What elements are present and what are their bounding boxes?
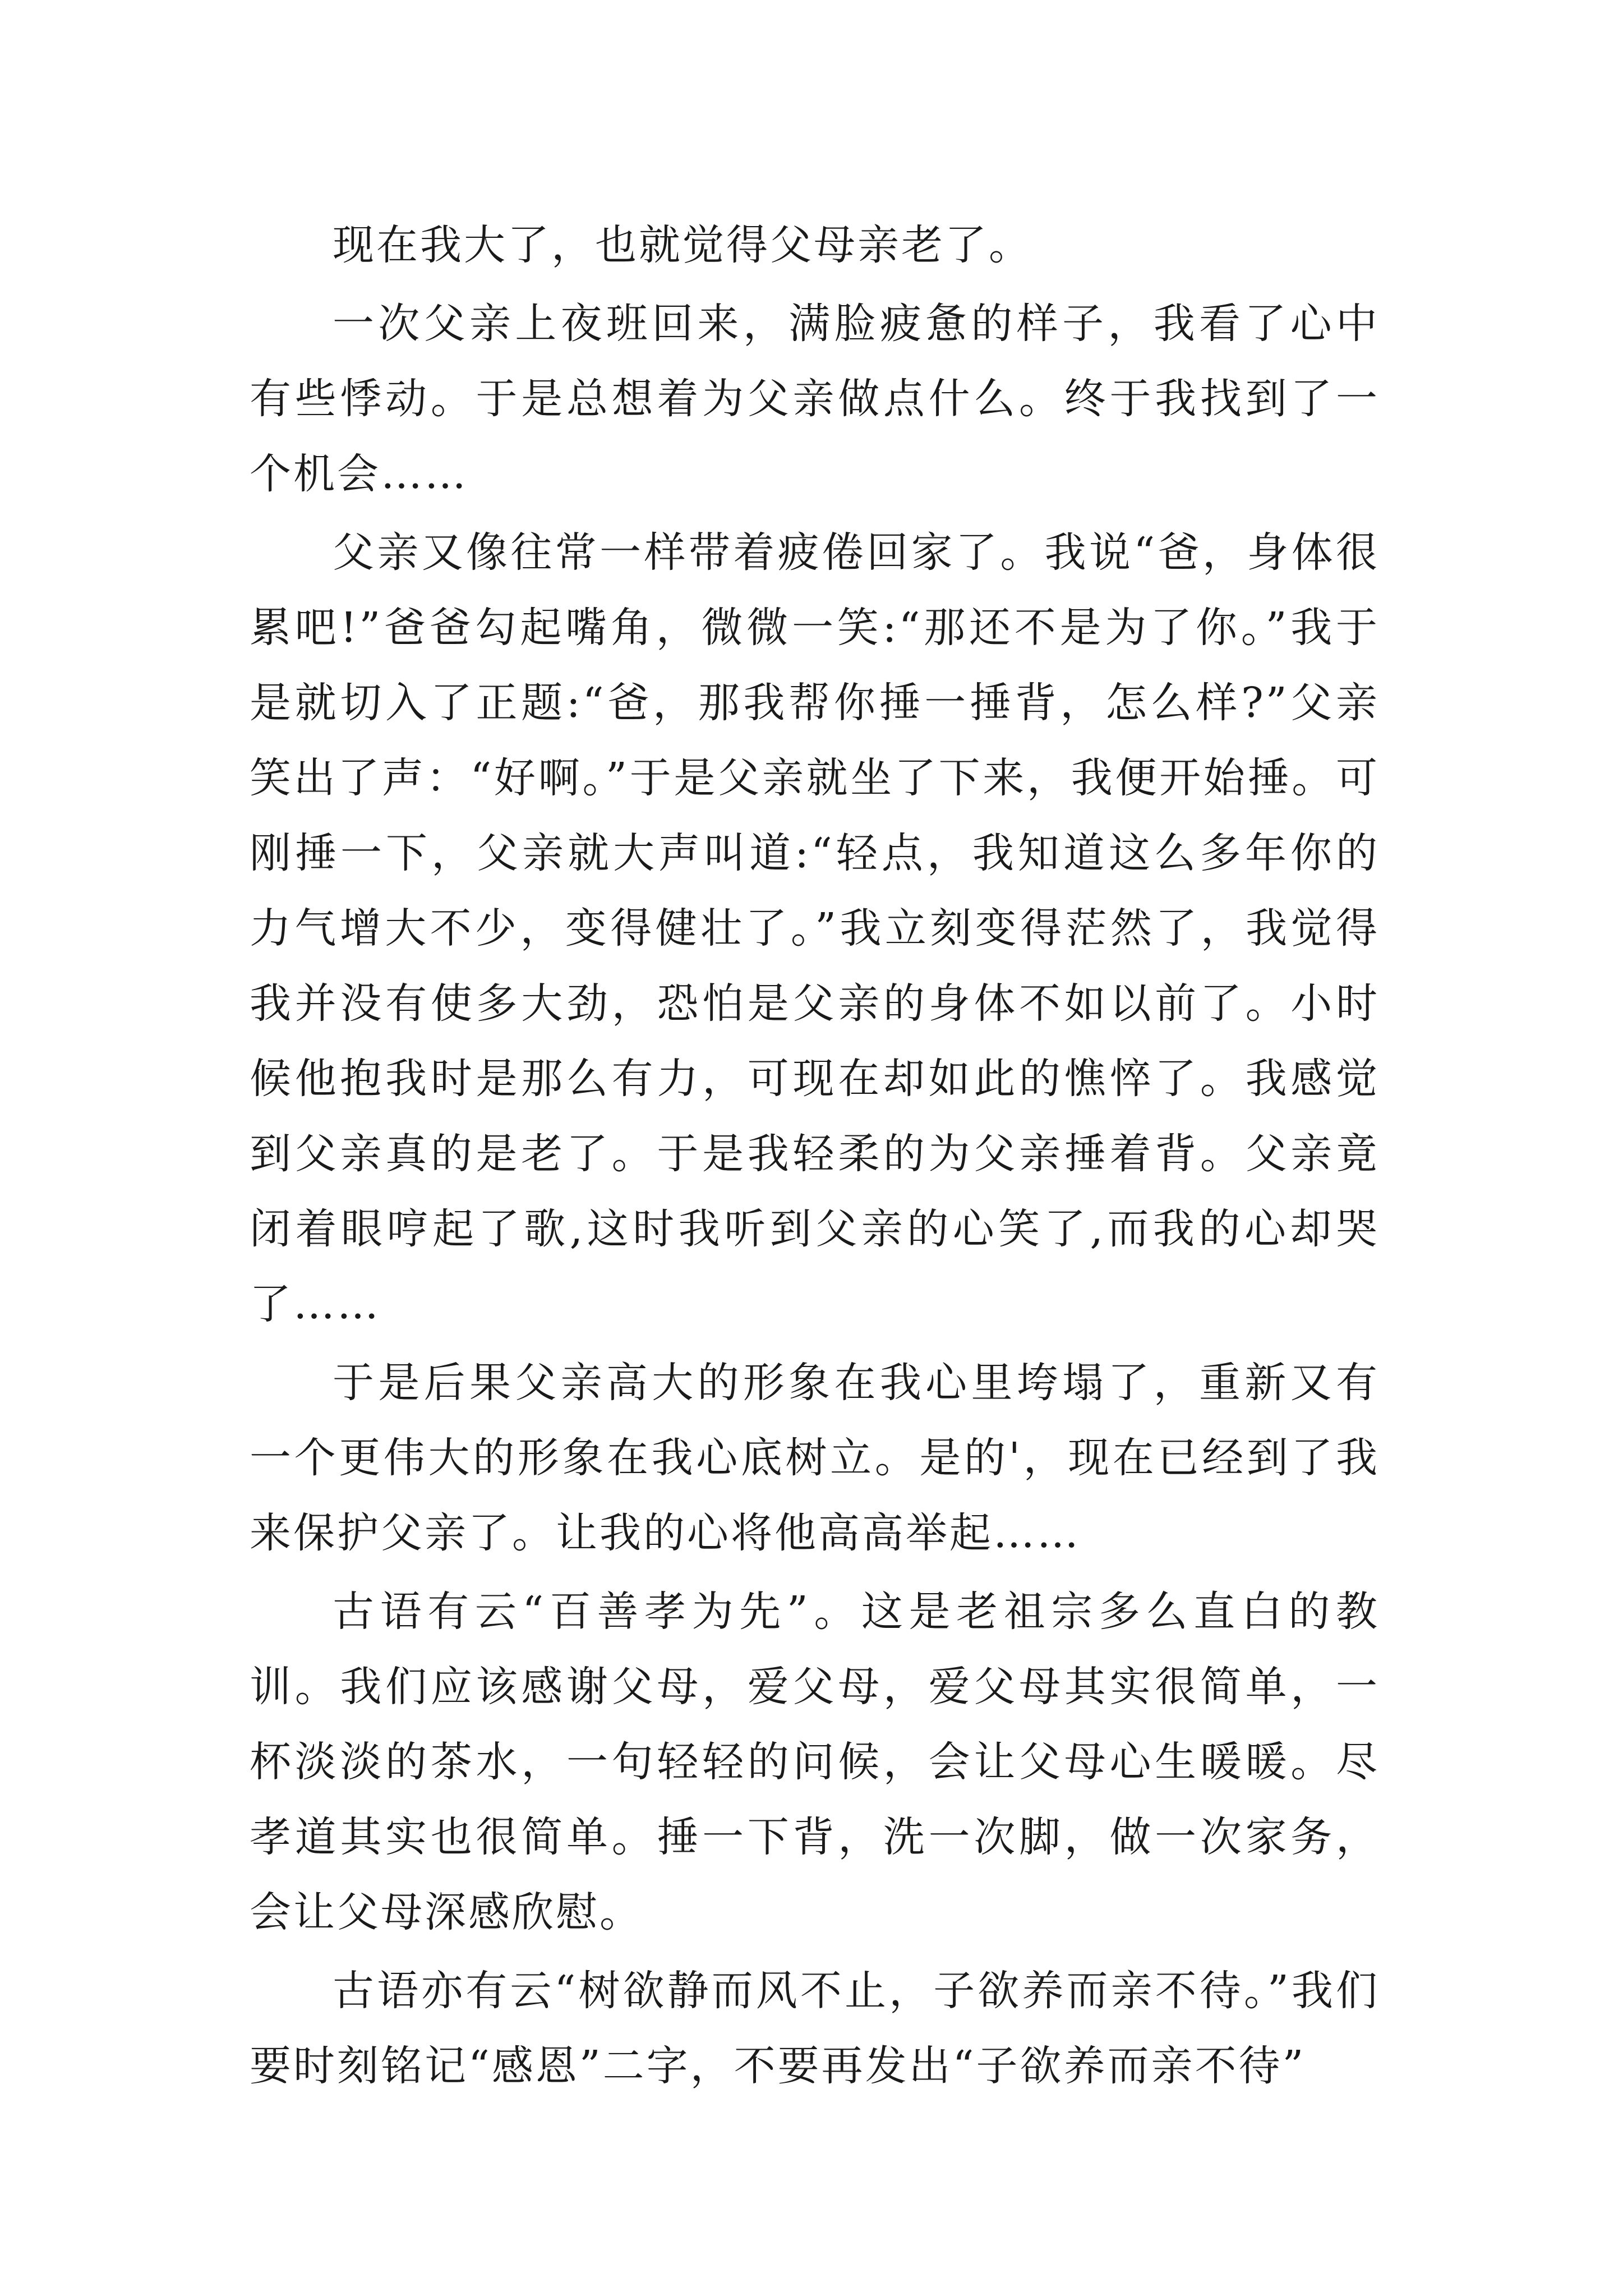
paragraph-5: 古语有云“百善孝为先”。这是老祖宗多么直白的教训。我们应该感谢父母，爱父母，爱父母其实很简单，一杯淡淡的茶水，一句轻轻的问候，会让父母心生暖暖。尽孝道其实也很简单。捶一下背，洗一次脚，做一次家务，会让父母深感欣慰。	[250, 1588, 1380, 1936]
paragraph-3: 父亲又像往常一样带着疲倦回家了。我说“爸，身体很累吧!”爸爸勾起嘴角，微微一笑:“那还不是为了你。”我于是就切入了正题:“爸，那我帮你捶一捶背，怎么样?”父亲笑出了声：“好啊。”于是父亲就坐了下来，我便开始捶。可刚捶一下，父亲就大声叫道:“轻点，我知道这么多年你的力气增大不少，变得健壮了。”我立刻变得茫然了，我觉得我并没有使多大劲，恐怕是父亲的身体不如以前了。小时候他抱我时是那么有力，可现在却如此的憔悴了。我感觉到父亲真的是老了。于是我轻柔的为父亲捶着背。父亲竟闭着眼哼起了歌,这时我听到父亲的心笑了,而我的心却哭了……	[250, 528, 1380, 1328]
paragraph-6: 古语亦有云“树欲静而风不止，子欲养而亲不待。”我们要时刻铭记“感恩”二字，不要再发出“子欲养而亲不待”	[250, 1967, 1380, 2090]
paragraph-4: 于是后果父亲高大的形象在我心里垮塌了，重新又有一个更伟大的形象在我心底树立。是的'，现在已经到了我来保护父亲了。让我的心将他高高举起……	[250, 1359, 1380, 1557]
paragraph-2: 一次父亲上夜班回来，满脸疲惫的样子，我看了心中有些悸动。于是总想着为父亲做点什么。终于我找到了一个机会……	[250, 300, 1380, 498]
document-body	[250, 208, 1380, 2104]
paragraph-1: 现在我大了，也就觉得父母亲老了。	[333, 221, 1032, 269]
